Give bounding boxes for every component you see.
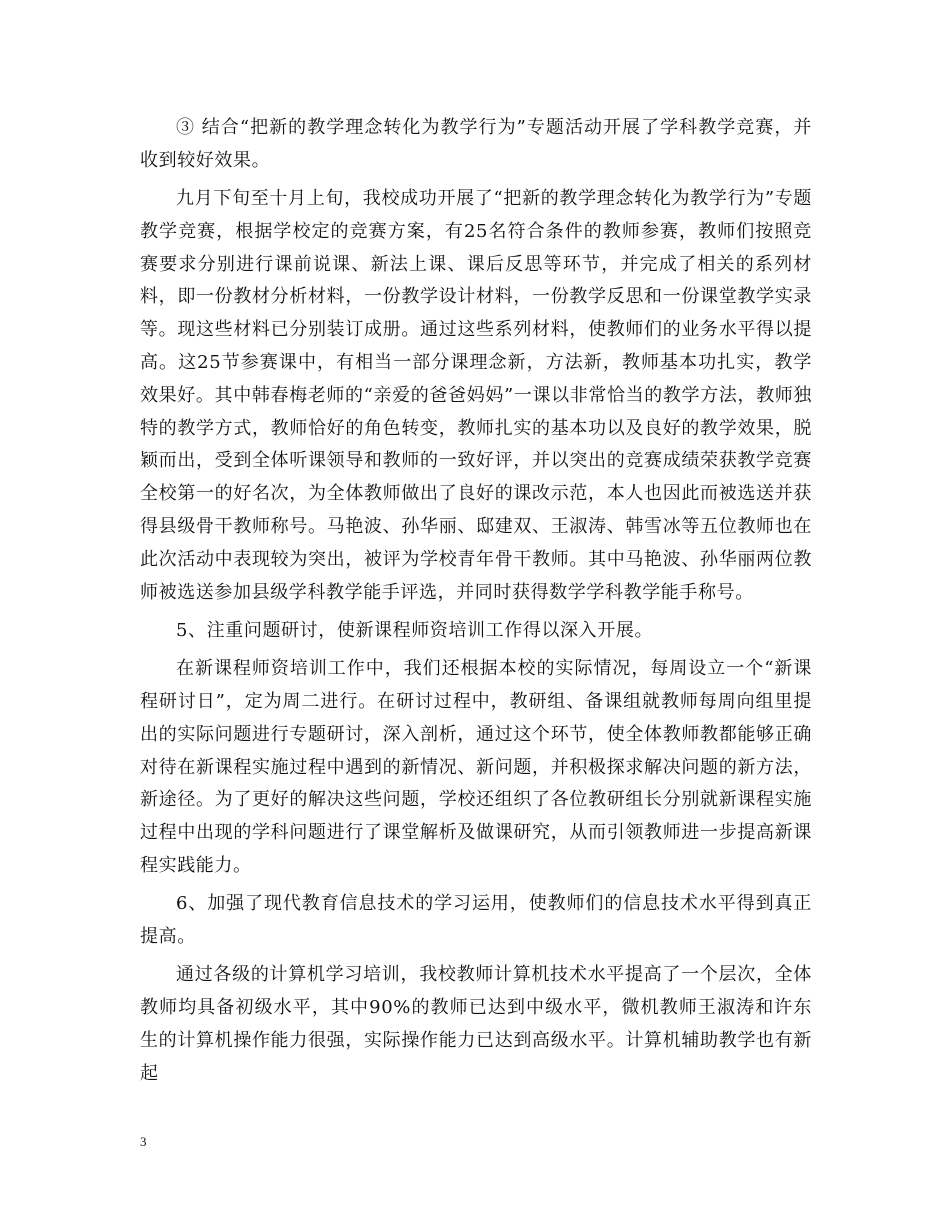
paragraph-competition-heading: ③ 结合“把新的教学理念转化为教学行为”专题活动开展了学科教学竞赛，并收到较好效果。 <box>140 117 812 171</box>
document-body <box>140 112 812 1096</box>
paragraph-it-details: 通过各级的计算机学习培训，我校教师计算机技术水平提高了一个层次，全体教师均具备初级水平，其中90%的教师已达到中级水平，微机教师王淑涛和许东生的计算机操作能力很强，实际操作能力已达到高级水平。计算机辅助教学也有新起 <box>140 964 812 1084</box>
paragraph-it-heading: 6、加强了现代教育信息技术的学习运用，使教师们的信息技术水平得到真正提高。 <box>140 893 812 948</box>
paragraph-competition-details: 九月下旬至十月上旬，我校成功开展了“把新的教学理念转化为教学行为”专题教学竞赛，根据学校定的竞赛方案，有25名符合条件的教师参赛，教师们按照竞赛要求分别进行课前说课、新法上课、课后反思等环节，并完成了相关的系列材料，即一份教材分析材料，一份教学设计材料，一份教学反思和一份课堂教学实录等。现这些材料已分别装订成册。通过这些系列材料，使教师们的业务水平得以提高。这25节参赛课中，有相当一部分课理念新，方法新，教师基本功扎实，教学效果好。其中韩春梅老师的“亲爱的爸爸妈妈”一课以非常恰当的教学方法，教师独特的教学方式，教师恰好的角色转变，教师扎实的基本功以及良好的教学效果，脱颖而出，受到全体听课领导和教师的一致好评，并以突出的竞赛成绩荣获教学竞赛全校第一的好名次，为全体教师做出了良好的课改示范，本人也因此而被选送并获得县级骨干教师称号。马艳波、孙华丽、邸建双、王淑涛、韩雪冰等五位教师也在此次活动中表现较为突出，被评为学校青年骨干教师。其中马艳波、孙华丽两位教师被选送参加县级学科教学能手评选，并同时获得数学学科教学能手称号。 <box>140 188 812 603</box>
paragraph-research-details: 在新课程师资培训工作中，我们还根据本校的实际情况，每周设立一个“新课程研讨日”，定为周二进行。在研讨过程中，教研组、备课组就教师每周向组里提出的实际问题进行专题研讨，深入剖析，通过这个环节，使全体教师教都能够正确对待在新课程实施过程中遇到的新情况、新问题，并积极探求解决问题的新方法，新途径。为了更好的解决这些问题，学校还组织了各位教研组长分别就新课程实施过程中出现的学科问题进行了课堂解析及做课研究，从而引领教师进一步提高新课程实践能力。 <box>140 658 812 877</box>
page-number: 3 <box>140 1134 147 1149</box>
paragraph-research-heading: 5、注重问题研讨，使新课程师资培训工作得以深入开展。 <box>176 619 654 641</box>
